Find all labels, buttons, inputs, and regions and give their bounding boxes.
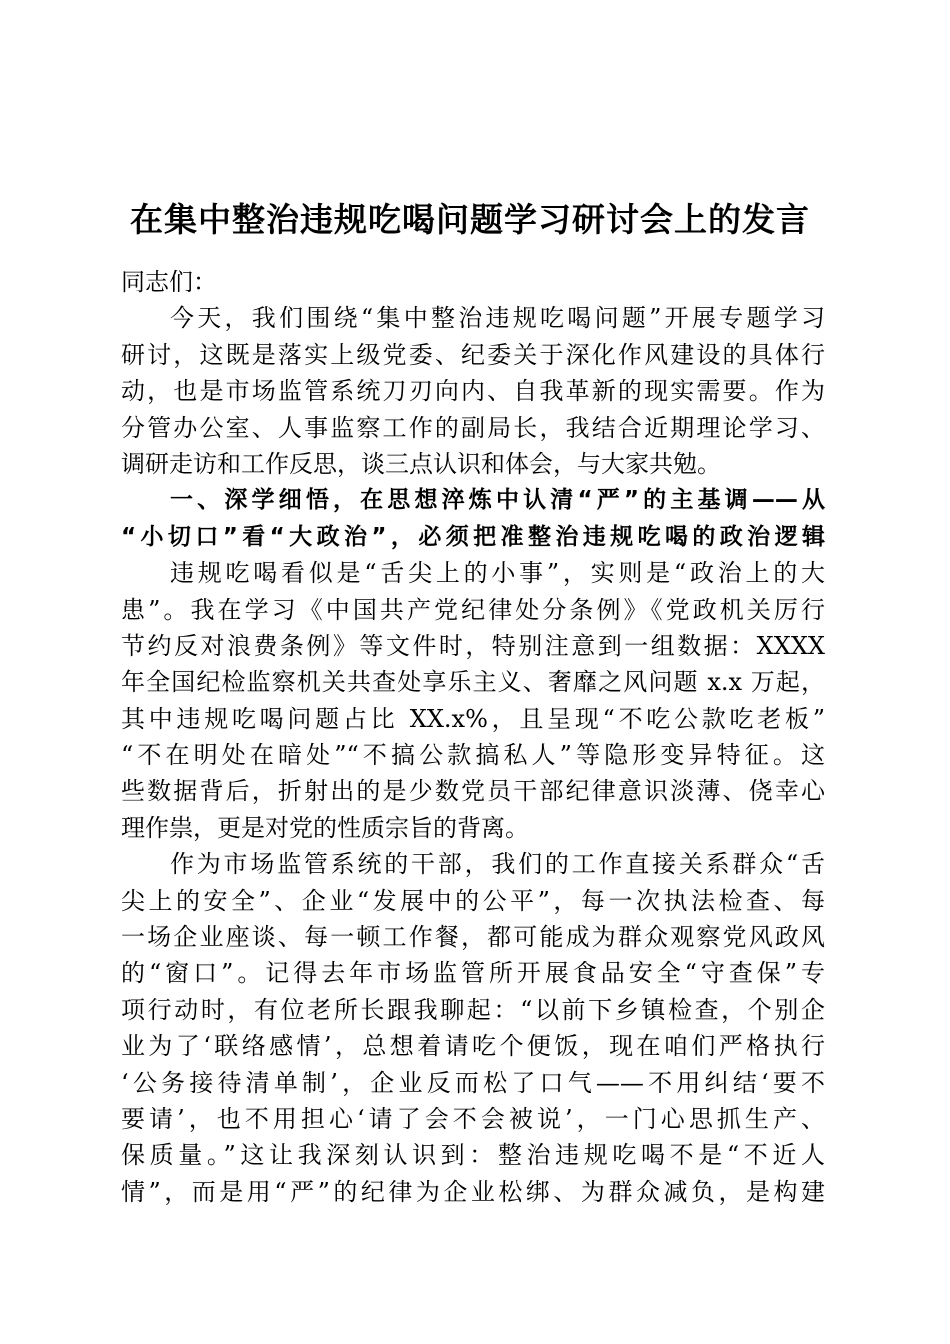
body-line: 的“窗口”。记得去年市场监管所开展食品安全“守查保”专 — [121, 959, 825, 988]
body-line: 调研走访和工作反思，谈三点认识和体会，与大家共勉。 — [121, 449, 721, 478]
body-line: 今天，我们围绕“集中整治违规吃喝问题”开展专题学习 — [170, 304, 825, 333]
body-line: 要请’，也不用担心‘请了会不会被说’，一门心思抓生产、 — [121, 1104, 825, 1133]
body-line: 动，也是市场监管系统刀刃向内、自我革新的现实需要。作为 — [121, 377, 825, 406]
body-line: 保质量。”这让我深刻认识到：整治违规吃喝不是“不近人 — [121, 1141, 825, 1170]
section-heading-line: 一、深学细悟，在思想淬炼中认清“严”的主基调——从 — [170, 487, 825, 514]
body-line: 患”。我在学习《中国共产党纪律处分条例》《党政机关厉行 — [121, 595, 825, 624]
document-body — [121, 264, 825, 1210]
salutation-line: 同志们： — [121, 268, 217, 296]
body-line: 一场企业座谈、每一顿工作餐，都可能成为群众观察党风政风 — [121, 923, 825, 952]
body-line: 违规吃喝看似是“舌尖上的小事”，实则是“政治上的大 — [170, 559, 825, 588]
body-line: 情”，而是用“严”的纪律为企业松绑、为群众减负，是构建 — [121, 1177, 825, 1206]
section-heading-line: “小切口”看“大政治”，必须把准整治违规吃喝的政治逻辑 — [121, 523, 825, 550]
body-line: ‘公务接待清单制’，企业反而松了口气——不用纠结‘要不 — [121, 1068, 825, 1097]
body-line: 理作祟，更是对党的性质宗旨的背离。 — [121, 813, 529, 842]
body-line: 研讨，这既是落实上级党委、纪委关于深化作风建设的具体行 — [121, 340, 825, 369]
body-line: 项行动时，有位老所长跟我聊起：“以前下乡镇检查，个别企 — [121, 995, 825, 1024]
body-line: 年全国纪检监察机关共查处享乐主义、奢靡之风问题 x.x 万起， — [121, 668, 825, 697]
body-line: 些数据背后，折射出的是少数党员干部纪律意识淡薄、侥幸心 — [121, 777, 825, 806]
body-line: 业为了‘联络感情’，总想着请吃个便饭，现在咱们严格执行 — [121, 1032, 825, 1061]
body-line: 分管办公室、人事监察工作的副局长，我结合近期理论学习、 — [121, 413, 825, 442]
body-line: 作为市场监管系统的干部，我们的工作直接关系群众“舌 — [170, 850, 825, 879]
body-line: 其中违规吃喝问题占比 XX.x%，且呈现“不吃公款吃老板” — [121, 704, 825, 733]
body-line: 尖上的安全”、企业“发展中的公平”，每一次执法检查、每 — [121, 886, 825, 915]
body-line: “不在明处在暗处”“不搞公款搞私人”等隐形变异特征。这 — [121, 741, 825, 770]
body-line: 节约反对浪费条例》等文件时，特别注意到一组数据：XXXX — [121, 631, 825, 660]
document-title: 在集中整治违规吃喝问题学习研讨会上的发言 — [130, 200, 810, 239]
